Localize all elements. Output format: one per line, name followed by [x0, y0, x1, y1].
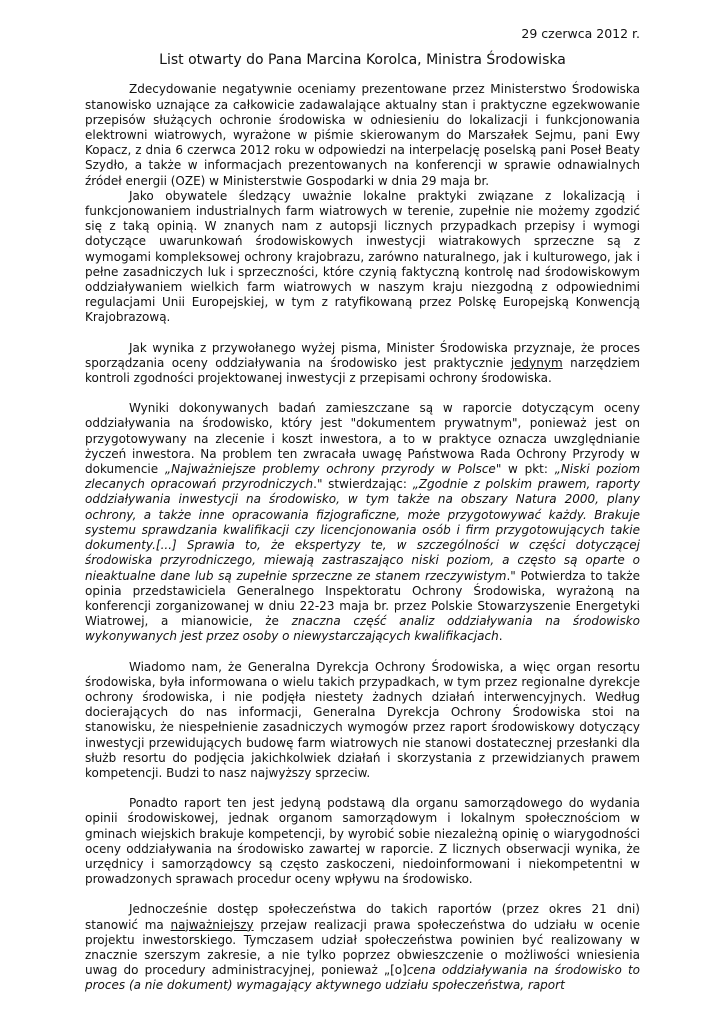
text-run: przejaw realizacji prawa społeczeństwa do udziału w ocenie projektu inwestorskiego. Tymczasem udział społeczeństwa powinien być realizowany w znacznie szerszym zakresie, a nie tylko poprzez obwieszczenie o możliwości wniesienia uwag do procedury administracyjnej, ponieważ „[o]: [85, 917, 640, 978]
italic-quote: „Niski poziom zlecanych opracowań przyrodniczych: [85, 462, 641, 492]
text-run: .: [498, 629, 503, 644]
italic-quote: „Najważniejsze problemy ochrony przyrody w Polsce: [164, 462, 496, 477]
paragraph-p3: [85, 341, 640, 387]
paragraph-p7: [85, 902, 640, 993]
paragraph-p1: [85, 82, 640, 188]
paragraph-p4: [85, 401, 640, 644]
text-run: " w pkt:: [495, 462, 555, 477]
text-run: ." stwierdzając:: [313, 477, 413, 492]
letter-date: 29 czerwca 2012 r.: [521, 26, 640, 41]
text-run: Jako obywatele śledzący uważnie lokalne praktyki związane z lokalizacją i funkcjonowaniem industrialnych farm wiatrowych w terenie, zupełnie nie możemy zgodzić się z taką opinią. W znanych nam z autopsji licznych przypadkach przepisy i wymogi dotyczące uwarunkowań środowiskowych inwestycji wiatrakowych sprzeczne są z wymogami kompleksowej ochrony krajobrazu, zarówno naturalnego, jak i kulturowego, jak i pełne zasadniczych luk i sprzeczności, które czynią faktyczną kontrolę nad środowiskowym oddziaływaniem wielkich farm wiatrowych w naszym kraju niezgodną z odpowiednimi regulacjami Unii Europejskiej, w tym z ratyfikowaną przez Polskę Europejską Konwencją Krajobrazową.: [85, 188, 640, 325]
text-run: Wiadomo nam, że Generalna Dyrekcja Ochrony Środowiska, a więc organ resortu środowiska, była informowana o wielu takich przypadkach, w tym przez regionalne dyrekcje ochrony środowiska, i nie podjęła niestety żadnych działań interwencyjnych. Według docierających do nas informacji, Generalna Dyrekcja Ochrony Środowiska stoi na stanowisku, że niespełnienie zasadniczych wymogów przez raport środowiskowy dotyczący inwestycji przewidujących budowę farm wiatrowych nie stanowi dostatecznej przesłanki dla służb resortu do podjęcia jakichkolwiek działań i skorzystania z przewidzianych prawem kompetencji. Budzi to nasz najwyższy sprzeciw.: [85, 659, 640, 780]
underlined-emphasis: najważniejszy: [170, 917, 254, 932]
text-run: Jednocześnie dostęp społeczeństwa do takich raportów (przez okres 21 dni) stanowić ma: [85, 902, 640, 932]
italic-quote: cena oddziaływania na środowisko to proces (a nie dokument) wymagający aktywnego udziału społeczeństwa, raport: [85, 963, 640, 993]
text-run: ." Potwierdza to także opinia przedstawiciela Generalnego Inspektoratu Ochrony Środowiska, wyrażoną na konferencji zorganizowanej w dniu 22-23 maja br. przez Polskie Stowarzyszenie Energetyki Wiatrowej, a mianowicie, że: [85, 568, 640, 629]
paragraph-p6: [85, 796, 640, 887]
italic-quote: znaczna część analiz oddziaływania na środowisko wykonywanych jest przez osoby o niewystarczających kwalifikacjach: [85, 614, 640, 644]
letter-body: [85, 82, 640, 993]
underlined-emphasis: jedynym: [510, 355, 563, 370]
letter-title: List otwarty do Pana Marcina Korolca, Ministra Środowiska: [159, 52, 566, 69]
text-run: Ponadto raport ten jest jedyną podstawą dla organu samorządowego do wydania opinii środowiskowej, jednak organom samorządowym i lokalnym społecznościom w gminach wiejskich brakuje kompetencji, by wyrobić sobie niezależną opinię o wiarygodności oceny oddziaływania na środowisko zawartej w raporcie. Z licznych obserwacji wynika, że urzędnicy i samorządowcy są często zaskoczeni, niedoinformowani i niekompetentni w prowadzonych sprawach procedur oceny wpływu na środowisko.: [85, 796, 640, 887]
paragraph-p5: [85, 660, 640, 782]
italic-quote: „Zgodnie z polskim prawem, raporty oddziaływania inwestycji na środowisko, w tym także na obszary Natura 2000, plany ochrony, a także inne opracowania fizjograficzne, może przygotowywać każdy. Brakuje systemu sprawdzania kwalifikacji czy licencjonowania osób i firm przygotowujących takie dokumenty.[...] Sprawia to, że ekspertyzy te, w szczególności w części dotyczącej środowiska przyrodniczego, miewają zastraszająco niski poziom, a często są oparte o nieaktualne dane lub są zupełnie sprzeczne ze stanem rzeczywistym: [85, 477, 640, 583]
text-run: narzędziem kontroli zgodności projektowanej inwestycji z przepisami ochrony środowiska.: [85, 355, 640, 386]
text-run: Zdecydowanie negatywnie oceniamy prezentowane przez Ministerstwo Środowiska stanowisko uznające za całkowicie zadawalające aktualny stan i praktyczne egzekwowanie przepisów służących ochronie środowiska w odniesieniu do lokalizacji i funkcjonowania elektrowni wiatrowych, wyrażone w piśmie skierowanym do Marszałek Sejmu, pani Ewy Kopacz, z dnia 6 czerwca 2012 roku w odpowiedzi na interpelację poselską pani Poseł Beaty Szydło, a także w informacjach prezentowanych na konferencji w sprawie odnawialnych źródeł energii (OZE) w Ministerstwie Gospodarki w dnia 29 maja br.: [85, 82, 640, 188]
text-run: Wyniki dokonywanych badań zamieszczane są w raporcie dotyczącym oceny oddziaływania na środowisko, który jest "dokumentem prywatnym", ponieważ jest on przygotowywany na zlecenie i koszt inwestora, a to w praktyce oznacza uwzględnianie życzeń inwestora. Na problem ten zwracała uwagę Państwowa Rada Ochrony Przyrody w dokumencie: [85, 401, 640, 477]
text-run: Jak wynika z przywołanego wyżej pisma, Minister Środowiska przyznaje, że proces sporządzania oceny oddziaływania na środowisko jest praktycznie: [85, 340, 640, 370]
paragraph-p2: [85, 189, 640, 326]
